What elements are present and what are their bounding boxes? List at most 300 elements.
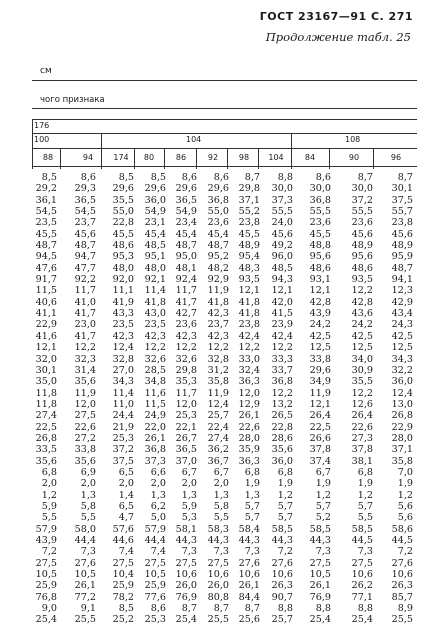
table-cell: 58,5 <box>351 523 373 535</box>
table-cell: 10,6 <box>351 569 373 581</box>
table-cell: 12,0 <box>74 398 96 410</box>
table-cell: 32,3 <box>74 353 96 365</box>
table-cell: 28,5 <box>144 364 166 376</box>
table-cell: 45,4 <box>207 228 229 240</box>
table-cell: 95,3 <box>112 251 134 263</box>
table-row <box>32 456 417 467</box>
table-cell: 24,3 <box>391 319 413 331</box>
measurement-table <box>32 172 417 626</box>
table-cell: 7,2 <box>397 546 413 558</box>
table-cell: 2,0 <box>181 478 197 490</box>
table-cell: 8,8 <box>277 172 293 183</box>
table-cell: 95,2 <box>207 251 229 263</box>
table-cell: 33,8 <box>74 444 96 456</box>
table-cell: 23,7 <box>74 217 96 229</box>
table-row <box>32 319 417 330</box>
table-cell: 29,6 <box>144 183 166 195</box>
table-cell: 45,4 <box>144 228 166 240</box>
table-cell: 12,3 <box>391 285 413 297</box>
table-cell: 12,2 <box>207 342 229 354</box>
column-divider <box>164 148 165 169</box>
table-cell: 37,5 <box>112 455 134 467</box>
column-divider <box>60 148 61 169</box>
table-cell: 48,7 <box>207 240 229 252</box>
table-cell: 41,8 <box>238 308 260 320</box>
table-cell: 54,5 <box>35 206 57 218</box>
table-row <box>32 422 417 433</box>
table-cell: 11,4 <box>112 387 134 399</box>
table-cell: 42,8 <box>351 296 373 308</box>
table-cell: 22,1 <box>175 421 197 433</box>
table-cell: 26,7 <box>175 432 197 444</box>
table-cell: 44,3 <box>271 535 293 546</box>
table-cell: 5,7 <box>277 500 293 512</box>
table-cell: 5,7 <box>244 512 260 524</box>
table-cell: 41,6 <box>35 330 57 342</box>
table-row <box>32 183 417 194</box>
table-cell: 26,8 <box>391 410 413 422</box>
table-cell: 45,6 <box>74 228 96 240</box>
table-cell: 54,9 <box>144 206 166 218</box>
table-cell: 32,8 <box>112 353 134 365</box>
table-cell: 12,0 <box>175 398 197 410</box>
table-cell: 57,9 <box>144 523 166 535</box>
table-cell: 10,5 <box>74 569 96 581</box>
table-cell: 27,5 <box>74 410 96 422</box>
table-cell: 12,1 <box>271 285 293 297</box>
table-cell: 23,6 <box>309 217 331 229</box>
table-cell: 8,7 <box>244 172 260 183</box>
table-cell: 22,8 <box>271 421 293 433</box>
table-cell: 12,5 <box>309 342 331 354</box>
table-cell: 8,6 <box>315 172 331 183</box>
column-header: 88 <box>42 153 54 162</box>
table-row <box>32 580 417 591</box>
column-header: 86 <box>175 153 187 162</box>
table-cell: 7,0 <box>397 466 413 478</box>
table-cell: 11,9 <box>309 387 331 399</box>
table-cell: 45,6 <box>391 228 413 240</box>
table-cell: 1,2 <box>397 489 413 501</box>
table-cell: 7,2 <box>277 546 293 558</box>
table-cell: 48,7 <box>35 240 57 252</box>
table-cell: 25,7 <box>207 410 229 422</box>
table-row <box>32 172 417 183</box>
table-cell: 25,9 <box>35 580 57 592</box>
table-cell: 57,9 <box>35 523 57 535</box>
table-cell: 58,0 <box>74 523 96 535</box>
rule-line <box>32 133 417 134</box>
table-cell: 22,6 <box>238 421 260 433</box>
table-cell: 95,0 <box>175 251 197 263</box>
table-cell: 58,6 <box>391 523 413 535</box>
table-cell: 35,8 <box>391 455 413 467</box>
table-cell: 1,3 <box>80 489 96 501</box>
table-cell: 95,6 <box>309 251 331 263</box>
table-cell: 41,7 <box>175 296 197 308</box>
table-cell: 2,0 <box>80 478 96 490</box>
table-cell: 26,1 <box>144 432 166 444</box>
table-row <box>32 558 417 569</box>
table-cell: 41,0 <box>74 296 96 308</box>
table-cell: 5,8 <box>80 500 96 512</box>
table-cell: 12,4 <box>207 398 229 410</box>
table-cell: 54,5 <box>74 206 96 218</box>
table-cell: 41,8 <box>238 296 260 308</box>
table-cell: 45,5 <box>238 228 260 240</box>
table-row <box>32 444 417 455</box>
table-cell: 42,9 <box>391 296 413 308</box>
table-cell: 27,6 <box>391 557 413 569</box>
table-cell: 32,4 <box>238 364 260 376</box>
table-cell: 4,7 <box>118 512 134 524</box>
table-cell: 32,8 <box>207 353 229 365</box>
table-cell: 25,9 <box>112 580 134 592</box>
table-cell: 95,9 <box>391 251 413 263</box>
table-cell: 24,9 <box>144 410 166 422</box>
table-cell: 23,6 <box>207 217 229 229</box>
table-cell: 22,5 <box>309 421 331 433</box>
table-cell: 27,5 <box>351 557 373 569</box>
table-cell: 25,5 <box>391 614 413 626</box>
table-cell: 94,7 <box>74 251 96 263</box>
table-cell: 30,1 <box>391 183 413 195</box>
table-cell: 12,1 <box>309 398 331 410</box>
table-cell: 8,8 <box>277 603 293 615</box>
table-cell: 94,5 <box>35 251 57 263</box>
table-cell: 43,9 <box>309 308 331 320</box>
table-cell: 25,7 <box>271 614 293 626</box>
table-cell: 42,3 <box>207 330 229 342</box>
table-cell: 40,6 <box>35 296 57 308</box>
table-cell: 44,4 <box>144 535 166 546</box>
table-cell: 55,0 <box>112 206 134 218</box>
table-cell: 41,5 <box>271 308 293 320</box>
table-row <box>32 240 417 251</box>
table-cell: 48,5 <box>271 262 293 274</box>
table-cell: 11,8 <box>35 398 57 410</box>
table-cell: 32,6 <box>175 353 197 365</box>
column-header: 90 <box>348 153 360 162</box>
table-cell: 30,9 <box>351 364 373 376</box>
table-cell: 32,6 <box>144 353 166 365</box>
table-cell: 44,4 <box>74 535 96 546</box>
table-cell: 7,3 <box>244 546 260 558</box>
table-cell: 23,0 <box>74 319 96 331</box>
table-cell: 6,7 <box>181 466 197 478</box>
table-cell: 22,8 <box>112 217 134 229</box>
table-cell: 8,6 <box>213 172 229 183</box>
table-cell: 43,0 <box>144 308 166 320</box>
table-cell: 8,5 <box>150 172 166 183</box>
table-row <box>32 376 417 387</box>
table-cell: 5,5 <box>357 512 373 524</box>
table-row <box>32 535 417 546</box>
table-cell: 44,6 <box>112 535 134 546</box>
table-cell: 8,9 <box>397 603 413 615</box>
table-cell: 77,6 <box>144 591 166 603</box>
table-cell: 29,8 <box>175 364 197 376</box>
table-cell: 36,8 <box>271 376 293 388</box>
table-cell: 42,5 <box>391 330 413 342</box>
column-divider <box>196 148 197 169</box>
table-cell: 5,5 <box>80 512 96 524</box>
table-cell: 8,7 <box>181 603 197 615</box>
table-row <box>32 365 417 376</box>
table-cell: 37,4 <box>309 455 331 467</box>
table-cell: 26,5 <box>271 410 293 422</box>
table-cell: 42,8 <box>309 296 331 308</box>
table-cell: 8,6 <box>80 172 96 183</box>
table-cell: 11,1 <box>112 285 134 297</box>
table-cell: 96,0 <box>271 251 293 263</box>
table-cell: 7,3 <box>357 546 373 558</box>
table-cell: 22,6 <box>74 421 96 433</box>
table-cell: 29,6 <box>175 183 197 195</box>
table-cell: 35,5 <box>351 376 373 388</box>
table-cell: 37,3 <box>144 455 166 467</box>
table-cell: 27,5 <box>144 557 166 569</box>
rule-line <box>32 166 417 167</box>
table-cell: 58,5 <box>309 523 331 535</box>
table-cell: 35,9 <box>238 444 260 456</box>
table-cell: 26,1 <box>309 580 331 592</box>
table-cell: 7,3 <box>213 546 229 558</box>
table-cell: 41,9 <box>112 296 134 308</box>
table-cell: 48,5 <box>144 240 166 252</box>
table-row <box>32 524 417 535</box>
table-cell: 27,6 <box>271 557 293 569</box>
table-cell: 92,9 <box>207 274 229 286</box>
table-cell: 55,0 <box>207 206 229 218</box>
table-cell: 27,0 <box>112 364 134 376</box>
table-cell: 12,1 <box>238 285 260 297</box>
table-cell: 25,4 <box>309 614 331 626</box>
table-cell: 49,2 <box>271 240 293 252</box>
table-cell: 92,4 <box>175 274 197 286</box>
table-cell: 48,3 <box>238 262 260 274</box>
table-cell: 12,1 <box>309 285 331 297</box>
table-row <box>32 614 417 625</box>
table-row <box>32 501 417 512</box>
table-row <box>32 206 417 217</box>
table-cell: 10,6 <box>391 569 413 581</box>
table-cell: 37,1 <box>391 444 413 456</box>
table-row <box>32 592 417 603</box>
table-cell: 28,0 <box>391 432 413 444</box>
table-cell: 5,0 <box>150 512 166 524</box>
header-cell: 100 <box>34 135 50 144</box>
table-cell: 21,9 <box>112 421 134 433</box>
table-cell: 36,7 <box>207 455 229 467</box>
table-row <box>32 308 417 319</box>
table-cell: 36,1 <box>35 194 57 206</box>
table-cell: 48,0 <box>144 262 166 274</box>
table-cell: 37,8 <box>309 444 331 456</box>
table-cell: 26,3 <box>271 580 293 592</box>
table-cell: 6,5 <box>118 500 134 512</box>
table-cell: 26,4 <box>351 410 373 422</box>
table-row <box>32 263 417 274</box>
table-cell: 76,8 <box>35 591 57 603</box>
table-cell: 43,9 <box>35 535 57 546</box>
table-cell: 55,7 <box>391 206 413 218</box>
table-row <box>32 229 417 240</box>
table-cell: 22,9 <box>391 421 413 433</box>
table-cell: 30,0 <box>271 183 293 195</box>
table-cell: 29,8 <box>238 183 260 195</box>
table-cell: 48,6 <box>309 262 331 274</box>
table-cell: 36,5 <box>175 444 197 456</box>
table-cell: 45,5 <box>112 228 134 240</box>
table-cell: 37,2 <box>112 444 134 456</box>
column-header: 104 <box>268 153 284 162</box>
table-cell: 8,7 <box>213 603 229 615</box>
table-cell: 2,0 <box>118 478 134 490</box>
table-cell: 35,6 <box>35 455 57 467</box>
table-cell: 48,7 <box>391 262 413 274</box>
table-cell: 54,9 <box>175 206 197 218</box>
table-cell: 5,6 <box>397 512 413 524</box>
table-cell: 7,4 <box>118 546 134 558</box>
table-cell: 42,5 <box>351 330 373 342</box>
standard-page-header: ГОСТ 23167—91 С. 271 <box>259 10 413 23</box>
header-cell: 176 <box>34 121 50 130</box>
table-cell: 42,3 <box>112 330 134 342</box>
table-cell: 29,2 <box>35 183 57 195</box>
table-cell: 12,9 <box>238 398 260 410</box>
table-cell: 30,1 <box>35 364 57 376</box>
table-cell: 6,7 <box>315 466 331 478</box>
table-cell: 6,8 <box>41 466 57 478</box>
table-cell: 10,6 <box>271 569 293 581</box>
table-cell: 2,0 <box>150 478 166 490</box>
header-cell: 104 <box>186 135 202 144</box>
table-cell: 5,9 <box>41 500 57 512</box>
table-cell: 5,9 <box>181 500 197 512</box>
table-cell: 6,2 <box>150 500 166 512</box>
table-cell: 12,2 <box>271 342 293 354</box>
table-cell: 1,2 <box>41 489 57 501</box>
table-cell: 36,5 <box>175 194 197 206</box>
table-cell: 23,8 <box>238 217 260 229</box>
table-cell: 25,6 <box>238 614 260 626</box>
table-cell: 48,6 <box>112 240 134 252</box>
table-cell: 35,5 <box>112 194 134 206</box>
table-cell: 12,6 <box>351 398 373 410</box>
table-cell: 5,3 <box>181 512 197 524</box>
table-cell: 11,7 <box>175 387 197 399</box>
table-cell: 5,2 <box>315 512 331 524</box>
table-cell: 48,9 <box>238 240 260 252</box>
table-cell: 91,7 <box>35 274 57 286</box>
table-cell: 26,0 <box>175 580 197 592</box>
table-cell: 12,1 <box>35 342 57 354</box>
table-cell: 1,3 <box>244 489 260 501</box>
table-cell: 45,5 <box>309 228 331 240</box>
column-divider <box>32 119 33 169</box>
table-cell: 35,8 <box>207 376 229 388</box>
table-cell: 38,1 <box>351 455 373 467</box>
table-cell: 47,7 <box>74 262 96 274</box>
table-cell: 8,7 <box>244 603 260 615</box>
table-cell: 26,3 <box>391 580 413 592</box>
table-cell: 37,8 <box>351 444 373 456</box>
table-cell: 8,8 <box>315 603 331 615</box>
table-cell: 35,6 <box>74 455 96 467</box>
rule-line <box>32 108 417 109</box>
table-cell: 55,5 <box>309 206 331 218</box>
table-cell: 27,6 <box>74 557 96 569</box>
table-cell: 76,9 <box>309 591 331 603</box>
table-cell: 2,0 <box>213 478 229 490</box>
table-cell: 5,7 <box>277 512 293 524</box>
table-cell: 27,4 <box>35 410 57 422</box>
table-cell: 11,7 <box>175 285 197 297</box>
table-cell: 48,0 <box>112 262 134 274</box>
table-cell: 25,4 <box>351 614 373 626</box>
table-cell: 26,2 <box>351 580 373 592</box>
table-cell: 5,5 <box>41 512 57 524</box>
table-cell: 25,3 <box>175 410 197 422</box>
table-cell: 23,5 <box>35 217 57 229</box>
table-cell: 37,3 <box>271 194 293 206</box>
table-cell: 77,2 <box>74 591 96 603</box>
table-cell: 48,9 <box>391 240 413 252</box>
table-cell: 12,2 <box>175 342 197 354</box>
table-cell: 27,5 <box>207 557 229 569</box>
table-cell: 26,4 <box>309 410 331 422</box>
table-cell: 10,5 <box>309 569 331 581</box>
table-cell: 7,3 <box>181 546 197 558</box>
table-cell: 12,0 <box>238 387 260 399</box>
table-row <box>32 603 417 614</box>
table-cell: 92,1 <box>144 274 166 286</box>
table-row <box>32 297 417 308</box>
table-cell: 84,4 <box>238 591 260 603</box>
table-cell: 1,9 <box>277 478 293 490</box>
table-cell: 42,7 <box>175 308 197 320</box>
table-cell: 42,3 <box>144 330 166 342</box>
table-cell: 12,2 <box>74 342 96 354</box>
table-body <box>32 172 417 626</box>
table-cell: 6,8 <box>357 466 373 478</box>
table-cell: 1,4 <box>118 489 134 501</box>
column-divider <box>227 148 228 169</box>
table-cell: 11,6 <box>144 387 166 399</box>
table-cell: 43,6 <box>351 308 373 320</box>
table-cell: 36,5 <box>74 194 96 206</box>
table-cell: 5,7 <box>315 500 331 512</box>
table-cell: 33,3 <box>271 353 293 365</box>
table-cell: 11,7 <box>74 285 96 297</box>
table-cell: 41,8 <box>207 296 229 308</box>
table-cell: 34,9 <box>309 376 331 388</box>
table-cell: 8,7 <box>397 172 413 183</box>
table-cell: 35,3 <box>175 376 197 388</box>
table-cell: 27,4 <box>207 432 229 444</box>
table-cell: 45,5 <box>35 228 57 240</box>
table-cell: 22,6 <box>351 421 373 433</box>
table-cell: 25,3 <box>112 432 134 444</box>
table-cell: 33,8 <box>309 353 331 365</box>
table-cell: 8,6 <box>181 172 197 183</box>
column-header: 96 <box>390 153 402 162</box>
table-cell: 41,8 <box>144 296 166 308</box>
table-cell: 48,7 <box>175 240 197 252</box>
table-cell: 6,7 <box>213 466 229 478</box>
table-cell: 1,3 <box>150 489 166 501</box>
